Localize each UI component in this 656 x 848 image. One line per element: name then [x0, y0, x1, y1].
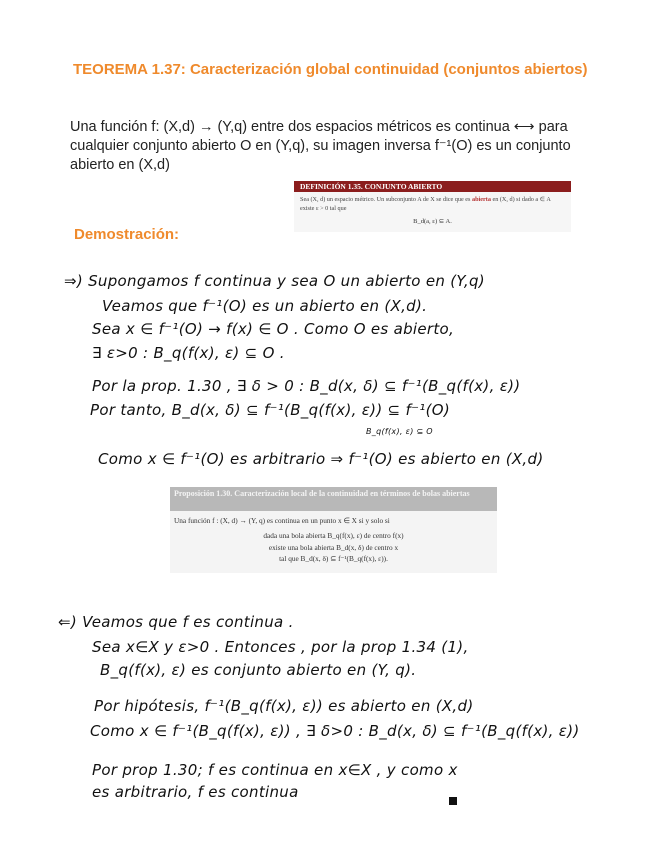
theorem-statement: Una función f: (X,d) → (Y,q) entre dos espacios métricos es continua ⟷ para cualquier conjunto abierto O en (Y,q), su imagen inversa f⁻¹(O) es un conjunto abierto en (X,d)	[70, 119, 571, 173]
forward-line-4: ∃ ε>0 : B_q(f(x), ε) ⊆ O .	[92, 344, 285, 362]
backward-line-5: Como x ∈ f⁻¹(B_q(f(x), ε)) , ∃ δ>0 : B_d(x, δ) ⊆ f⁻¹(B_q(f(x), ε))	[90, 722, 580, 740]
proposition-box	[170, 487, 497, 573]
forward-line-7: Como x ∈ f⁻¹(O) es arbitrario ⇒ f⁻¹(O) es abierto en (X,d)	[98, 450, 544, 468]
definition-text-after: en (X, d) si dado a ∈ A existe ε > 0 tal que	[300, 196, 551, 212]
proof-title: Demostración:	[74, 226, 180, 243]
backward-line-1: ⇐) Veamos que f es continua .	[58, 613, 294, 631]
forward-line-6: Por tanto, B_d(x, δ) ⊆ f⁻¹(B_q(f(x), ε)) ⊆ f⁻¹(O)	[90, 401, 451, 419]
definition-highlight: abierta	[472, 196, 491, 203]
forward-line-2: Veamos que f⁻¹(O) es un abierto en (X,d).	[102, 297, 428, 315]
proposition-condition-2: existe una bola abierta B_d(x, δ) de centro x	[268, 542, 399, 552]
forward-line-3: Sea x ∈ f⁻¹(O) → f(x) ∈ O . Como O es abierto,	[92, 320, 455, 338]
forward-line-1: ⇒) Supongamos f continua y sea O un abierto en (Y,q)	[64, 272, 485, 290]
backward-line-6: Por prop 1.30; f es continua en x∈X , y como x	[92, 761, 458, 779]
definition-header: DEFINICIÓN 1.35. CONJUNTO ABIERTO	[294, 181, 571, 192]
backward-line-3: B_q(f(x), ε) es conjunto abierto en (Y, q).	[100, 661, 417, 679]
definition-box	[294, 181, 571, 232]
definition-formula: B_d(a, ε) ⊆ A.	[413, 218, 452, 225]
definition-text-before: Sea (X, d) un espacio métrico. Un subconjunto A de X se dice que es	[300, 196, 473, 203]
proposition-condition-1: dada una bola abierta B_q(f(x), ε) de centro f(x)	[263, 531, 404, 540]
qed-square	[449, 797, 457, 805]
theorem-title: TEOREMA 1.37: Caracterización global continuidad (conjuntos abiertos)	[73, 61, 588, 78]
backward-line-2: Sea x∈X y ε>0 . Entonces , por la prop 1.34 (1),	[92, 638, 469, 656]
definition-text	[294, 192, 571, 213]
forward-line-5: Por la prop. 1.30 , ∃ δ > 0 : B_d(x, δ) ⊆ f⁻¹(B_q(f(x), ε))	[92, 377, 521, 395]
proposition-header: Proposición 1.30. Caracterización local de la continuidad en términos de bolas abiertas	[170, 487, 497, 511]
proposition-conditions	[170, 530, 497, 565]
proposition-condition-3: tal que B_d(x, δ) ⊆ f⁻¹(B_q(f(x), ε)).	[279, 554, 388, 563]
backward-line-4: Por hipótesis, f⁻¹(B_q(f(x), ε)) es abierto en (X,d)	[94, 697, 474, 715]
backward-line-7: es arbitrario, f es continua	[92, 783, 299, 801]
proposition-intro: Una función f : (X, d) → (Y, q) es continua en un punto x ∈ X si y solo si	[174, 516, 390, 525]
forward-annotation: B_q(f(x), ε) ⊆ O	[366, 427, 433, 436]
